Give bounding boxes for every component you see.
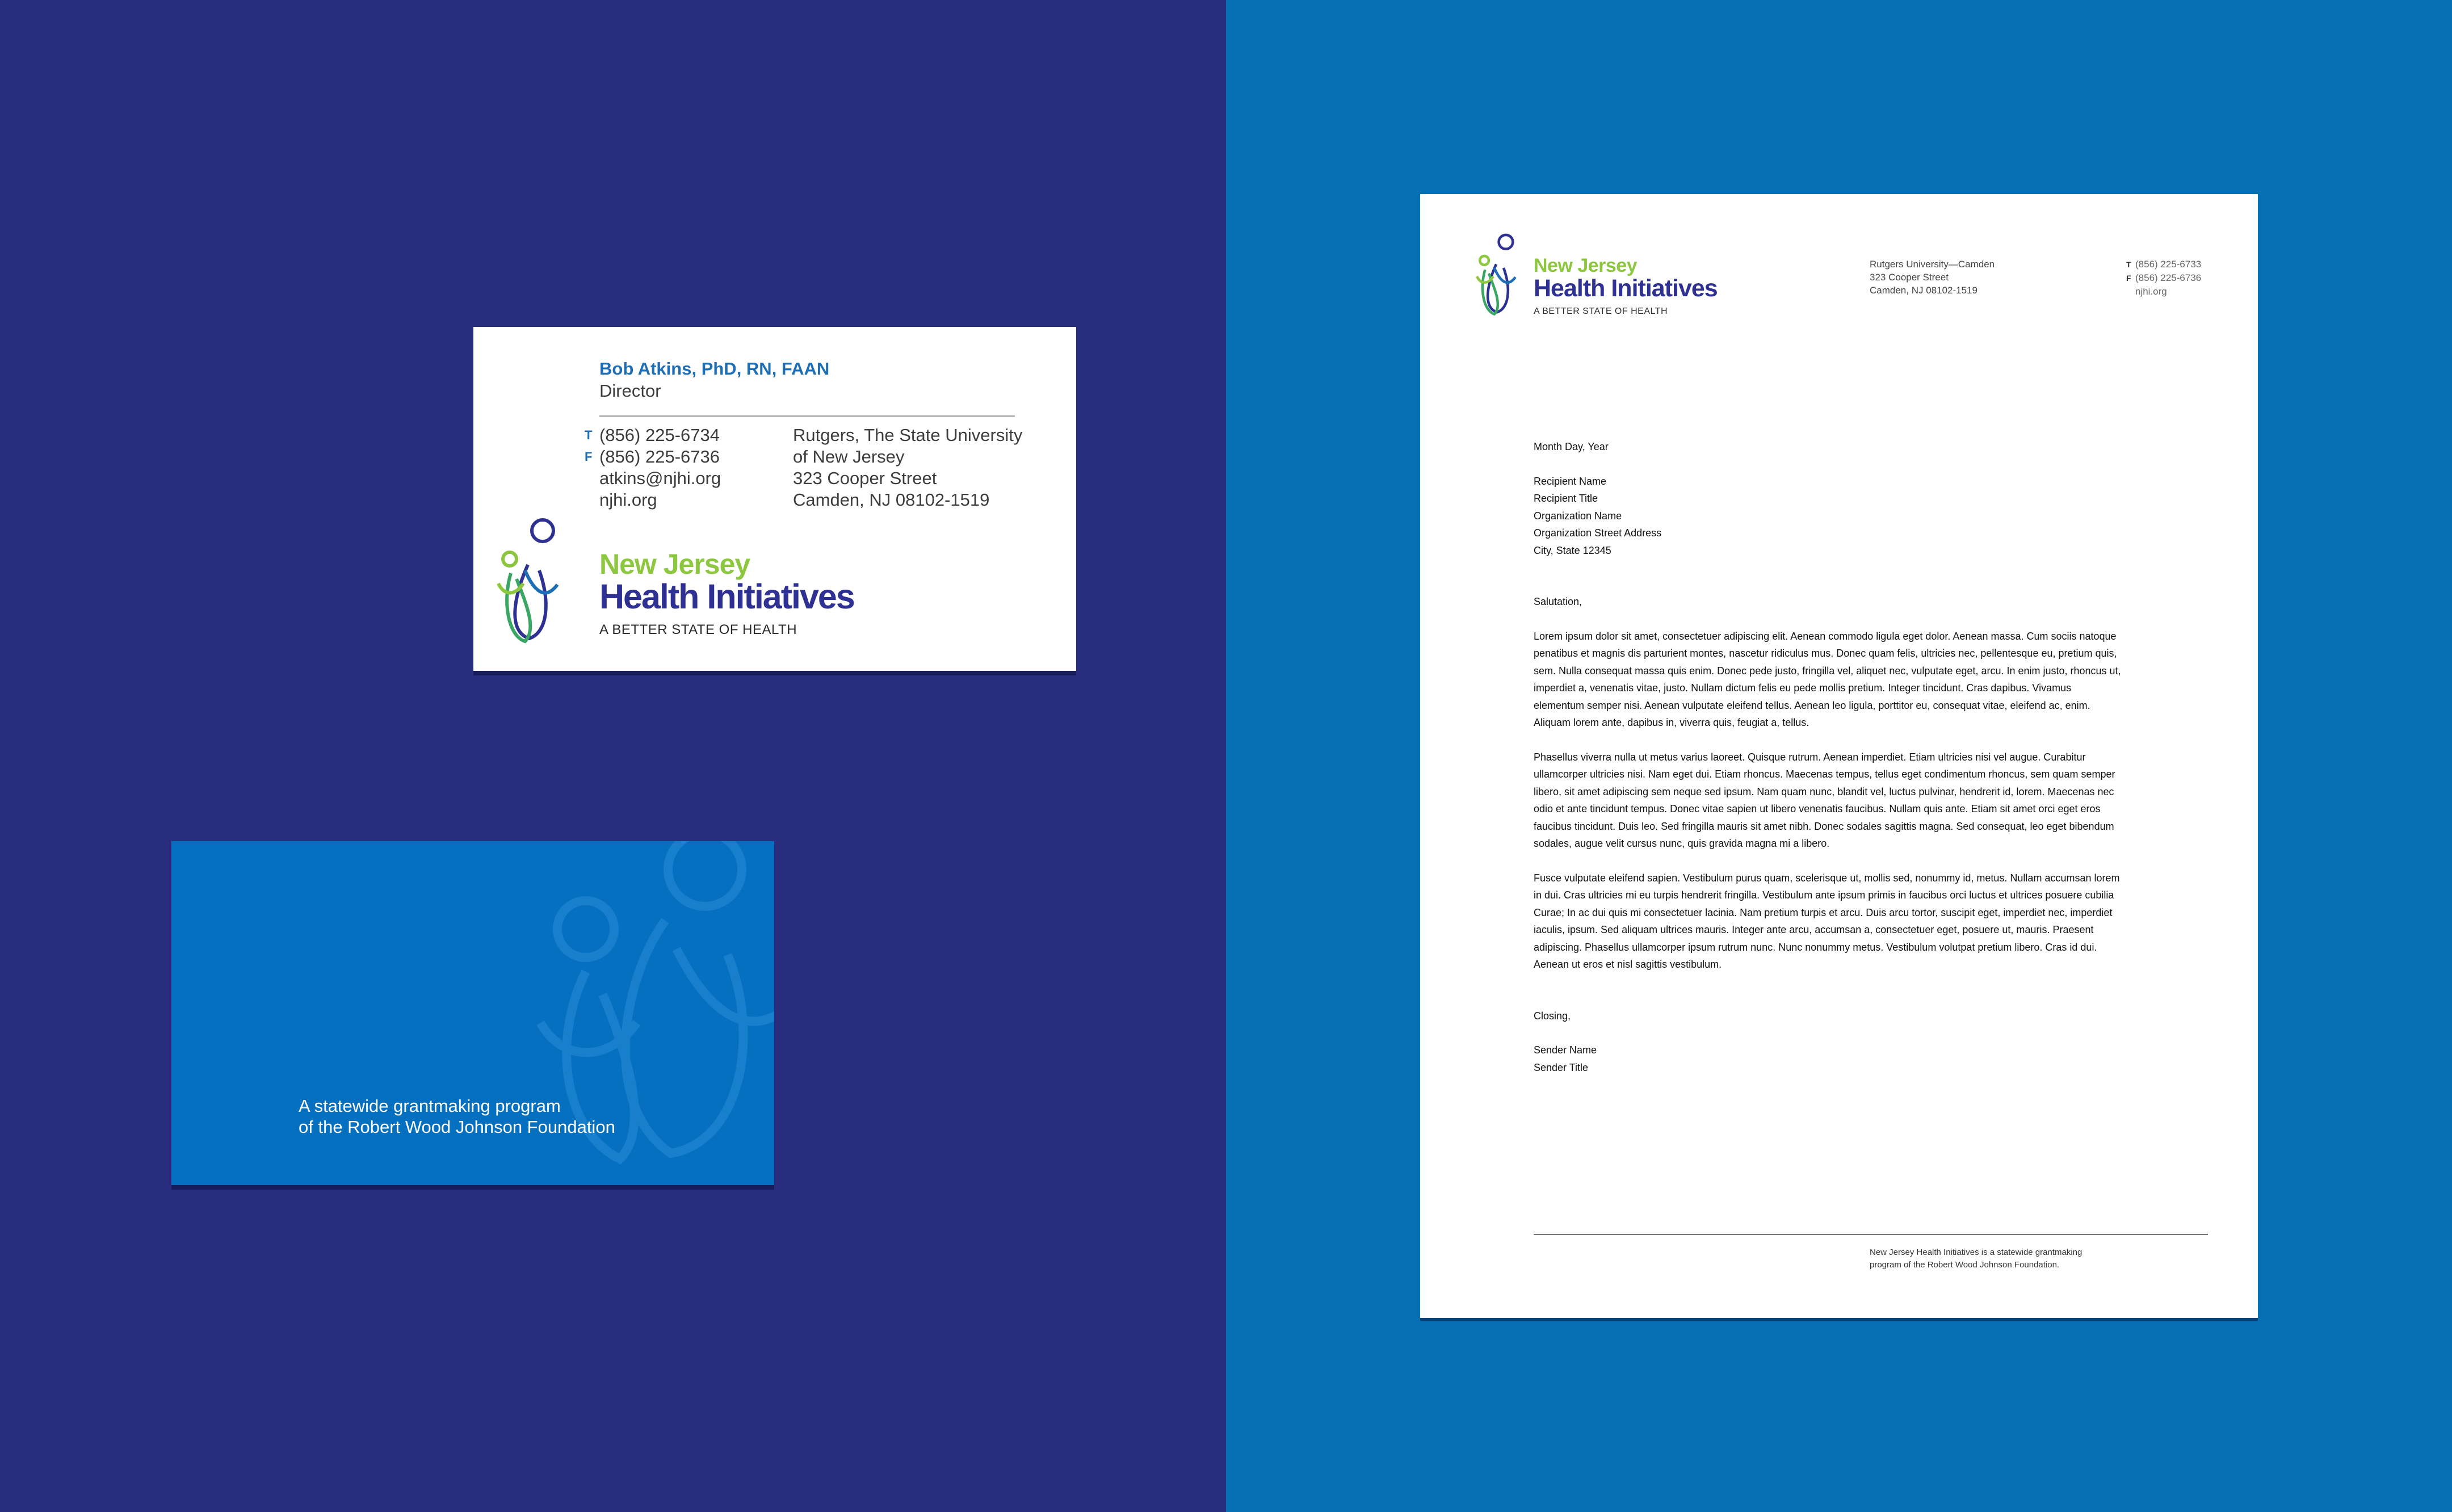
people-logo-icon [1467, 233, 1526, 318]
business-card-back [171, 841, 774, 1185]
phone-tag: T [2126, 260, 2131, 269]
recipient-line: Recipient Name [1534, 475, 1607, 487]
recipient-line: Recipient Title [1534, 493, 1598, 504]
letterhead-address-line: 323 Cooper Street [1870, 272, 1949, 283]
business-card-front [473, 327, 1076, 671]
footer-divider [1534, 1234, 2208, 1235]
letterhead-page [1420, 194, 2258, 1318]
letter-closing: Closing, [1534, 1010, 1571, 1022]
letterhead-contact [2126, 258, 2201, 298]
letterhead-website: njhi.org [2135, 286, 2167, 297]
card-address-block [793, 425, 1022, 511]
card-logo-wordmark [599, 549, 854, 638]
card-address-line: 323 Cooper Street [793, 468, 937, 488]
card-fax: (856) 225-6736 [599, 447, 720, 467]
logo-tagline: A BETTER STATE OF HEALTH [599, 622, 797, 637]
card-contact-block [585, 425, 721, 511]
footer-line: New Jersey Health Initiatives is a statewide grantmaking [1870, 1248, 2082, 1257]
card-website: njhi.org [599, 490, 657, 510]
card-address-line: Rutgers, The State University [793, 425, 1023, 445]
letterhead-address [1870, 258, 1995, 297]
letter-body [1534, 438, 2124, 1076]
fax-tag: F [2126, 274, 2131, 283]
card-person-title: Director [599, 381, 661, 401]
letter-paragraph: Lorem ipsum dolor sit amet, consectetuer adipiscing elit. Aenean commodo ligula eget dolor. Aenean massa. Cum sociis natoque penatibus et magnis dis parturient montes, nascetur ridiculus mus. Donec quam felis, ultricies nec, pellentesque eu, pretium quis, sem. Nulla consequat massa quis enim. Donec pede justo, fringilla vel, aliquet nec, vulputate eget, arcu. In enim justo, rhoncus ut, imperdiet a, venenatis vitae, justo. Nullam dictum felis eu pede mollis pretium. Integer tincidunt. Cras dapibus. Vivamus elementum semper nisi. Aenean vulputate eleifend tellus. Aenean leo ligula, porttitor eu, consequat vitae, eleifend ac, enim. Aliquam lorem ante, dapibus in, viverra quis, feugiat a, tellus. [1534, 630, 2121, 728]
logo-line-1: New Jersey [1534, 255, 1638, 276]
letter-salutation: Salutation, [1534, 596, 1582, 607]
card-back-message [299, 1095, 615, 1137]
logo-line-1: New Jersey [599, 548, 750, 580]
footer-line: program of the Robert Wood Johnson Foundation. [1870, 1260, 2060, 1270]
recipient-line: Organization Street Address [1534, 527, 1662, 539]
letter-paragraph: Phasellus viverra nulla ut metus varius laoreet. Quisque rutrum. Aenean imperdiet. Etiam ultricies nisi vel augue. Curabitur ullamcorper ultricies nisi. Nam eget dui. Etiam rhoncus. Maecenas tempus, tellus eget condimentum rhoncus, sem quam semper libero, sit amet adipiscing sem neque sed ipsum. Nam quam nunc, blandit vel, luctus pulvinar, hendrerit id, lorem. Maecenas nec odio et ante tincidunt tempus. Donec vitae sapien ut libero venenatis faucibus. Nullam quis ante. Etiam sit amet orci eget eros faucibus tincidunt. Duis leo. Sed fringilla mauris sit amet nibh. Donec sodales sagittis magna. Sed consequat, leo eget bibendum sodales, augue velit cursus nunc, quis gravida magna mi a libero. [1534, 751, 2115, 849]
sender-line: Sender Name [1534, 1044, 1597, 1056]
people-logo-icon [494, 516, 562, 647]
recipient-line: City, State 12345 [1534, 544, 1611, 556]
card-phone: (856) 225-6734 [599, 425, 720, 445]
phone-tag: T [585, 428, 593, 442]
logo-line-2: Health Initiatives [599, 577, 854, 616]
card-back-line: A statewide grantmaking program [299, 1096, 561, 1116]
card-address-line: of New Jersey [793, 447, 905, 467]
letter-paragraph: Fusce vulputate eleifend sapien. Vestibulum purus quam, scelerisque ut, mollis sed, nonummy id, metus. Nullam accumsan lorem in dui. Cras ultricies mi eu turpis hendrerit fringilla. Vestibulum ante ipsum primis in faucibus orci luctus et ultrices posuere cubilia Curae; In ac dui quis mi consectetuer lacinia. Nam pretium turpis et arcu. Duis arcu tortor, suscipit eget, imperdiet nec, imperdiet iaculis, ipsum. Sed aliquam ultrices mauris. Integer ante arcu, accumsan a, consectetuer eget, posuere ut, mauris. Praesent adipiscing. Phasellus ullamcorper ipsum rutrum nunc. Nunc nonummy metus. Vestibulum volutpat pretium libero. Cras id dui. Aenean ut eros et nisl sagittis vestibulum. [1534, 872, 2120, 970]
card-back-line: of the Robert Wood Johnson Foundation [299, 1117, 615, 1137]
logo-line-2: Health Initiatives [1534, 275, 1718, 302]
card-email: atkins@njhi.org [599, 468, 721, 488]
letterhead-fax: (856) 225-6736 [2135, 272, 2202, 283]
fax-tag: F [585, 450, 593, 464]
letterhead-address-line: Rutgers University—Camden [1870, 259, 1995, 270]
logo-tagline: A BETTER STATE OF HEALTH [1534, 306, 1668, 316]
letterhead-address-line: Camden, NJ 08102-1519 [1870, 285, 1977, 296]
card-address-line: Camden, NJ 08102-1519 [793, 490, 990, 510]
letterhead-logo-wordmark [1534, 255, 1718, 317]
letter-date: Month Day, Year [1534, 441, 1609, 452]
recipient-line: Organization Name [1534, 510, 1622, 522]
card-person-name: Bob Atkins, PhD, RN, FAAN [599, 359, 830, 379]
letterhead-phone: (856) 225-6733 [2135, 259, 2202, 270]
letterhead-footer [1870, 1246, 2082, 1271]
card-divider [599, 415, 1015, 417]
sender-line: Sender Title [1534, 1061, 1589, 1073]
